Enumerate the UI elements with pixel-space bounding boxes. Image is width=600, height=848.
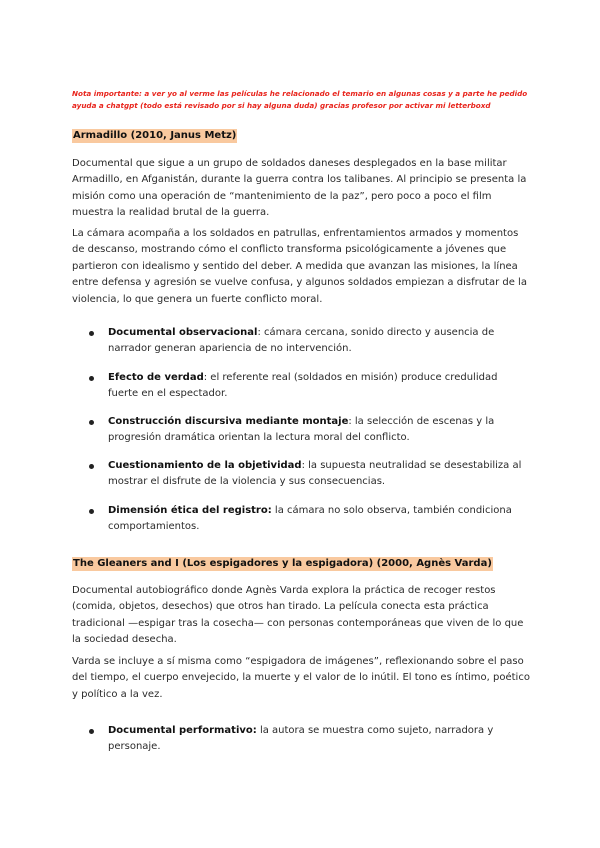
bullet-term: Documental observacional (108, 327, 258, 338)
section-heading-armadillo: Armadillo (2010, Janus Metz) (73, 130, 237, 141)
bullet-dot-icon (89, 509, 94, 514)
important-note: Nota importante: a ver yo al verme las películas he relacionado el temario en algunas cosas y a parte he pedido ayuda a chatgpt (todo está revisado por si hay alguna duda) gracias profesor por activar mi letterboxd (72, 89, 528, 110)
bullet-dot-icon (89, 420, 94, 425)
bullet-dot-icon (89, 376, 94, 381)
section-heading-gleaners: The Gleaners and I (Los espigadores y la espigadora) (2000, Agnès Varda) (73, 558, 492, 569)
bullet-term: Documental performativo: (108, 725, 257, 736)
bullet-item (108, 414, 530, 446)
paragraph: Documental autobiográfico donde Agnès Varda explora la práctica de recoger restos (comida, objetos, desechos) que otros han tirado. La película conecta esta práctica tradicional —espigar tras la cosecha— con personas contemporáneas que viven de lo que la sociedad desecha. (72, 585, 524, 646)
paragraph: La cámara acompaña a los soldados en patrullas, enfrentamientos armados y momentos de descanso, mostrando cómo el conflicto transforma psicológicamente a jóvenes que partieron con idealismo y sentido del deber. A medida que avanzan las misiones, la línea entre defensa y agresión se vuelve confusa, y algunos soldados empiezan a disfrutar de la violencia, lo que genera un fuerte conflicto moral. (72, 228, 527, 305)
bullet-text: : la selección de escenas y la progresión dramática orientan la lectura moral del conflicto. (108, 416, 495, 443)
bullet-term: Dimensión ética del registro: (108, 505, 272, 516)
bullet-term: Efecto de verdad (108, 372, 204, 383)
bullet-dot-icon (89, 331, 94, 336)
bullet-text: la autora se muestra como sujeto, narradora y personaje. (108, 725, 494, 752)
bullet-term: Cuestionamiento de la objetividad (108, 460, 302, 471)
bullet-term: Construcción discursiva mediante montaje (108, 416, 349, 427)
bullet-item (108, 458, 530, 490)
bullet-dot-icon (89, 464, 94, 469)
bullet-item (108, 723, 530, 755)
bullet-dot-icon (89, 729, 94, 734)
bullet-item (108, 325, 530, 357)
bullet-text: la cámara no solo observa, también condiciona comportamientos. (108, 505, 512, 532)
paragraph: Varda se incluye a sí misma como “espigadora de imágenes”, reflexionando sobre el paso del tiempo, el cuerpo envejecido, la muerte y el valor de lo inútil. El tono es íntimo, poético y político a la vez. (72, 656, 530, 700)
bullet-text: : el referente real (soldados en misión) produce credulidad fuerte en el espectador. (108, 372, 498, 399)
bullet-item (108, 370, 530, 402)
bullet-item (108, 503, 530, 535)
paragraph: Documental que sigue a un grupo de soldados daneses desplegados en la base militar Armadillo, en Afganistán, durante la guerra contra los talibanes. Al principio se presenta la misión como una operación de “mantenimiento de la paz”, pero poco a poco el film muestra la realidad brutal de la guerra. (72, 158, 527, 219)
bullet-text: : la supuesta neutralidad se desestabiliza al mostrar el disfrute de la violencia y sus consecuencias. (108, 460, 522, 487)
bullet-text: : cámara cercana, sonido directo y ausencia de narrador generan apariencia de no intervención. (108, 327, 495, 354)
